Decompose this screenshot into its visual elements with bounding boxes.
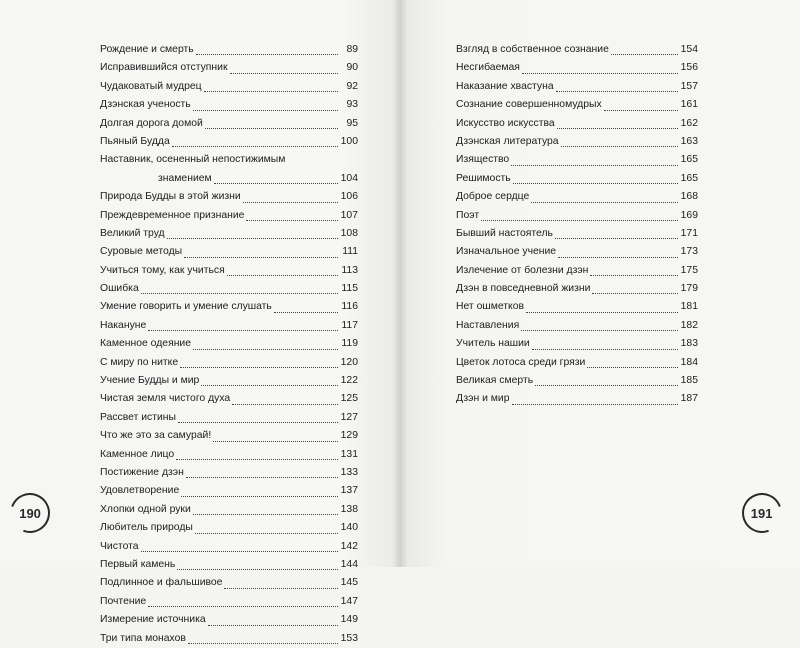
- toc-leader-dots: [481, 220, 678, 221]
- toc-leader-dots: [512, 404, 679, 405]
- toc-leader-dots: [526, 312, 678, 313]
- toc-entry: [100, 519, 358, 537]
- toc-leader-dots: [521, 330, 678, 331]
- toc-leader-dots: [214, 183, 338, 184]
- toc-entry: [456, 262, 698, 280]
- right-table-of-contents: [456, 41, 698, 409]
- toc-leader-dots: [177, 569, 338, 570]
- toc-entry-page: 153: [340, 632, 358, 644]
- toc-leader-dots: [511, 165, 678, 166]
- toc-entry-title: Долгая дорога домой: [100, 117, 203, 129]
- toc-leader-dots: [180, 367, 338, 368]
- toc-entry-title: Чистая земля чистого духа: [100, 393, 231, 405]
- toc-leader-dots: [193, 514, 338, 515]
- toc-entry-title: Дзэн и мир: [456, 393, 510, 405]
- toc-entry-page: 161: [680, 99, 698, 111]
- toc-entry-page: 125: [340, 393, 358, 405]
- toc-entry-page: 182: [680, 319, 698, 331]
- toc-entry-page: 147: [340, 595, 358, 607]
- toc-entry-page: 127: [340, 411, 358, 423]
- toc-leader-dots: [587, 367, 678, 368]
- toc-leader-dots: [196, 54, 338, 55]
- toc-leader-dots: [532, 349, 678, 350]
- toc-entry-page: 95: [346, 117, 358, 129]
- toc-entry-page: 133: [340, 466, 358, 478]
- toc-leader-dots: [178, 422, 338, 423]
- toc-entry: [100, 427, 358, 445]
- toc-entry: [100, 574, 358, 592]
- toc-entry-title: Излечение от болезни дзэн: [456, 264, 589, 276]
- toc-leader-dots: [141, 551, 338, 552]
- toc-entry-page: 168: [680, 191, 698, 203]
- toc-entry-title: Что же это за самурай!: [100, 430, 212, 442]
- toc-entry-page: 107: [340, 209, 358, 221]
- toc-leader-dots: [558, 257, 678, 258]
- toc-entry: [100, 298, 358, 316]
- toc-entry: [456, 96, 698, 114]
- toc-entry: [100, 115, 358, 133]
- toc-entry-page: 116: [341, 301, 358, 313]
- toc-entry-page: 138: [340, 503, 358, 515]
- toc-entry-page: 111: [342, 246, 358, 258]
- toc-entry-title: Дзэн в повседневной жизни: [456, 283, 591, 295]
- toc-entry: [456, 335, 698, 353]
- toc-entry-title: Любитель природы: [100, 522, 193, 534]
- left-table-of-contents: [100, 41, 358, 648]
- toc-entry: [100, 538, 358, 556]
- toc-entry-page: 163: [680, 135, 698, 147]
- toc-entry-title: Чудаковатый мудрец: [100, 80, 202, 92]
- toc-entry-title: Дзэнская литература: [456, 135, 559, 147]
- toc-entry: [100, 225, 358, 243]
- left-page-number-badge: [3, 486, 56, 539]
- toc-entry-title: Хлопки одной руки: [100, 503, 191, 515]
- toc-entry: [100, 96, 358, 114]
- toc-leader-dots: [531, 202, 678, 203]
- toc-entry: [456, 354, 698, 372]
- toc-entry-page: 185: [680, 375, 698, 387]
- toc-entry: [456, 115, 698, 133]
- toc-entry-title: Искусство искусства: [456, 117, 555, 129]
- toc-leader-dots: [522, 73, 678, 74]
- toc-leader-dots: [555, 238, 678, 239]
- toc-entry: [100, 611, 358, 629]
- toc-entry: [456, 317, 698, 335]
- toc-entry-continuation: [100, 170, 358, 188]
- toc-entry-title: Ошибка: [100, 283, 139, 295]
- toc-leader-dots: [148, 330, 338, 331]
- toc-entry: [100, 207, 358, 225]
- toc-entry-page: 108: [340, 227, 358, 239]
- toc-entry-page: 89: [346, 43, 358, 55]
- toc-entry-page: 144: [340, 558, 358, 570]
- toc-entry: [456, 372, 698, 390]
- toc-entry-title: Изначальное учение: [456, 246, 557, 258]
- toc-leader-dots: [184, 257, 338, 258]
- toc-entry-title: С миру по нитке: [100, 356, 179, 368]
- toc-leader-dots: [188, 643, 338, 644]
- toc-entry-title: Природа Будды в этой жизни: [100, 191, 241, 203]
- toc-entry: [456, 133, 698, 151]
- toc-entry-title: Великий труд: [100, 227, 165, 239]
- toc-leader-dots: [243, 202, 338, 203]
- toc-leader-dots: [193, 110, 338, 111]
- toc-entry-title: Изящество: [456, 154, 510, 166]
- toc-entry: [100, 280, 358, 298]
- toc-entry-title: Суровые методы: [100, 246, 183, 258]
- toc-entry: [456, 390, 698, 408]
- toc-entry-title: Рождение и смерть: [100, 43, 194, 55]
- toc-leader-dots: [167, 238, 338, 239]
- toc-entry: [100, 151, 358, 188]
- toc-entry-title: Учитель нашии: [456, 338, 530, 350]
- toc-entry-page: 175: [680, 264, 698, 276]
- toc-entry-page: 149: [340, 614, 358, 626]
- toc-entry-page: 104: [340, 172, 358, 184]
- toc-entry: [100, 409, 358, 427]
- toc-entry-page: 145: [340, 577, 358, 589]
- toc-leader-dots: [611, 54, 678, 55]
- toc-entry: [100, 390, 358, 408]
- toc-entry: [456, 170, 698, 188]
- toc-entry-page: 165: [680, 172, 698, 184]
- toc-entry-title: Постижение дзэн: [100, 466, 184, 478]
- toc-entry-page: 169: [680, 209, 698, 221]
- toc-entry-page: 120: [340, 356, 358, 368]
- toc-entry: [456, 59, 698, 77]
- toc-leader-dots: [176, 459, 338, 460]
- toc-entry-page: 142: [340, 540, 358, 552]
- toc-entry-page: 162: [680, 117, 698, 129]
- toc-entry: [456, 280, 698, 298]
- toc-entry: [100, 41, 358, 59]
- toc-entry: [100, 188, 358, 206]
- toc-entry-title: Наказание хвастуна: [456, 80, 554, 92]
- toc-entry: [100, 262, 358, 280]
- toc-entry-title: Рассвет истины: [100, 411, 177, 423]
- toc-entry-title: Наставник, осененный непостижимым: [100, 154, 286, 166]
- toc-entry-page: 183: [680, 338, 698, 350]
- toc-leader-dots: [274, 312, 338, 313]
- toc-entry-title: Пьяный Будда: [100, 135, 170, 147]
- toc-entry-title: Сознание совершенномудрых: [456, 99, 602, 111]
- toc-entry-page: 115: [341, 283, 358, 295]
- toc-entry-title: Наставления: [456, 319, 520, 331]
- toc-entry-title: Почтение: [100, 595, 147, 607]
- toc-entry-title-continued: знамением: [158, 172, 212, 184]
- toc-entry-title: Преждевременное признание: [100, 209, 245, 221]
- toc-entry-title: Поэт: [456, 209, 480, 221]
- toc-entry-title: Измерение источника: [100, 614, 206, 626]
- toc-entry-title: Каменное одеяние: [100, 338, 192, 350]
- toc-entry: [100, 630, 358, 648]
- toc-leader-dots: [181, 496, 338, 497]
- right-page-number: 191: [751, 505, 773, 521]
- toc-entry-title: Подлинное и фальшивое: [100, 577, 223, 589]
- toc-leader-dots: [535, 385, 678, 386]
- toc-entry: [456, 225, 698, 243]
- toc-entry-title: Учиться тому, как учиться: [100, 264, 225, 276]
- toc-leader-dots: [232, 404, 338, 405]
- toc-entry: [100, 482, 358, 500]
- toc-leader-dots: [195, 533, 338, 534]
- toc-entry: [100, 335, 358, 353]
- toc-entry: [100, 501, 358, 519]
- toc-entry: [100, 446, 358, 464]
- toc-leader-dots: [513, 183, 678, 184]
- toc-leader-dots: [148, 606, 338, 607]
- toc-leader-dots: [141, 293, 338, 294]
- left-page-number: 190: [19, 505, 41, 521]
- toc-entry: [100, 78, 358, 96]
- toc-leader-dots: [590, 275, 678, 276]
- toc-entry-page: 106: [340, 191, 358, 203]
- toc-entry: [100, 556, 358, 574]
- toc-entry-title: Несгибаемая: [456, 62, 520, 74]
- toc-entry-page: 113: [341, 264, 358, 276]
- toc-entry-title: Удовлетворение: [100, 485, 180, 497]
- toc-entry-title: Дзэнская ученость: [100, 99, 191, 111]
- toc-entry-title: Нет ошметков: [456, 301, 524, 313]
- toc-entry: [100, 593, 358, 611]
- toc-entry-title: Решимость: [456, 172, 511, 184]
- toc-leader-dots: [230, 73, 338, 74]
- toc-entry-page: 137: [340, 485, 358, 497]
- toc-entry-title: Умение говорить и умение слушать: [100, 301, 272, 313]
- toc-entry-title: Взгляд в собственное сознание: [456, 43, 609, 55]
- toc-entry: [456, 207, 698, 225]
- toc-entry-page: 171: [680, 227, 698, 239]
- toc-leader-dots: [227, 275, 338, 276]
- toc-entry: [456, 298, 698, 316]
- toc-entry-title: Каменное лицо: [100, 448, 175, 460]
- toc-entry-title: Учение Будды и мир: [100, 375, 200, 387]
- toc-leader-dots: [224, 588, 338, 589]
- toc-entry-page: 122: [340, 375, 358, 387]
- toc-entry: [100, 243, 358, 261]
- toc-leader-dots: [208, 625, 338, 626]
- toc-leader-dots: [213, 441, 338, 442]
- toc-entry: [100, 133, 358, 151]
- toc-entry-page: 129: [340, 430, 358, 442]
- toc-leader-dots: [201, 385, 338, 386]
- toc-entry-page: 165: [680, 154, 698, 166]
- toc-entry-title: Великая смерть: [456, 375, 534, 387]
- toc-leader-dots: [204, 91, 338, 92]
- left-page: [0, 0, 400, 644]
- toc-entry: [100, 59, 358, 77]
- toc-leader-dots: [604, 110, 678, 111]
- toc-leader-dots: [205, 128, 338, 129]
- toc-entry: [100, 317, 358, 335]
- toc-entry: [456, 243, 698, 261]
- toc-entry-title: Исправившийся отступник: [100, 62, 228, 74]
- toc-leader-dots: [172, 146, 338, 147]
- toc-leader-dots: [561, 146, 678, 147]
- toc-leader-dots: [556, 91, 678, 92]
- toc-entry-page: 117: [341, 319, 358, 331]
- toc-entry: [456, 151, 698, 169]
- toc-entry-title: Цветок лотоса среди грязи: [456, 356, 586, 368]
- toc-entry-title: Накануне: [100, 319, 147, 331]
- toc-entry-page: 156: [680, 62, 698, 74]
- toc-entry-page: 93: [346, 99, 358, 111]
- toc-entry-page: 154: [680, 43, 698, 55]
- toc-entry: [456, 78, 698, 96]
- toc-entry-page: 157: [680, 80, 698, 92]
- toc-entry-page: 181: [680, 301, 698, 313]
- toc-leader-dots: [193, 349, 338, 350]
- toc-entry-page: 140: [340, 522, 358, 534]
- toc-entry: [456, 188, 698, 206]
- toc-entry-page: 187: [680, 393, 698, 405]
- toc-entry-page: 184: [680, 356, 698, 368]
- toc-leader-dots: [186, 477, 338, 478]
- toc-leader-dots: [592, 293, 678, 294]
- toc-entry-page: 90: [346, 62, 358, 74]
- toc-entry-title: Три типа монахов: [100, 632, 186, 644]
- toc-entry-page: 131: [340, 448, 358, 460]
- toc-entry-page: 100: [340, 135, 358, 147]
- toc-entry-title: Первый камень: [100, 558, 176, 570]
- toc-entry: [456, 41, 698, 59]
- toc-entry-page: 179: [680, 283, 698, 295]
- toc-entry-page: 173: [680, 246, 698, 258]
- toc-entry-title: Бывший настоятель: [456, 227, 553, 239]
- toc-entry-page: 92: [346, 80, 358, 92]
- right-page: [400, 0, 800, 567]
- toc-leader-dots: [246, 220, 338, 221]
- toc-entry-page: 119: [341, 338, 358, 350]
- toc-entry-title: Чистота: [100, 540, 139, 552]
- toc-leader-dots: [557, 128, 678, 129]
- toc-entry: [100, 372, 358, 390]
- toc-entry: [100, 354, 358, 372]
- toc-entry-title: Доброе сердце: [456, 191, 530, 203]
- toc-entry: [100, 464, 358, 482]
- right-page-number-badge: [735, 486, 788, 539]
